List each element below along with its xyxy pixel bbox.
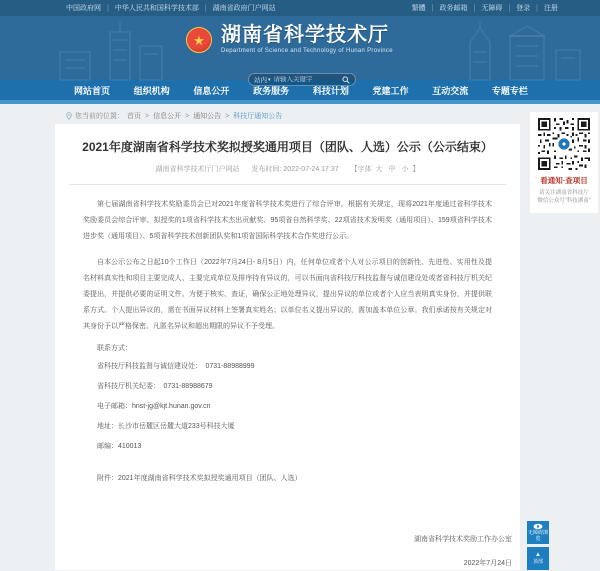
national-emblem-logo xyxy=(186,27,212,53)
font-size-large-button[interactable]: 大 xyxy=(375,166,383,173)
article-date: 2022年7月24日 xyxy=(463,560,512,567)
link-accessibility[interactable]: | 无障碍 xyxy=(468,3,503,13)
search-icon xyxy=(342,76,350,84)
building-decoration-left xyxy=(40,22,170,80)
link-hunan-gov-portal[interactable]: | 湖南省政府门户网站 xyxy=(199,3,276,13)
back-to-top-label: 顶部 xyxy=(532,559,543,565)
font-size-widget xyxy=(351,166,420,173)
main-content-area xyxy=(0,104,600,570)
up-arrow-icon: ▲ xyxy=(535,552,541,558)
qr-card-caption: 请关注湖南省科技厅 微信公众号“科技湖南” xyxy=(537,190,591,204)
nav-item-interaction[interactable]: 互动交流 xyxy=(432,85,469,96)
breadcrumb-separator: > xyxy=(145,112,150,120)
link-china-gov[interactable]: 中国政府网 xyxy=(66,5,101,12)
nav-item-gov-services[interactable]: 政务服务 xyxy=(253,85,290,96)
search-bar xyxy=(248,73,356,86)
breadcrumb-home[interactable]: 首页 xyxy=(127,113,141,120)
breadcrumb-separator: > xyxy=(225,112,230,120)
breadcrumb-notices[interactable]: 通知公告 xyxy=(193,113,222,120)
article-source: 湖南省科学技术厅门户网站 xyxy=(155,166,240,173)
nav-item-info-disclosure[interactable]: 信息公开 xyxy=(193,85,230,96)
font-widget-open: 【字体 xyxy=(350,166,372,173)
font-size-medium-button[interactable]: 中 xyxy=(388,166,396,173)
eye-icon xyxy=(533,523,543,530)
site-title: 湖南省科学技术厅 xyxy=(221,24,389,46)
contact-supervision-office: 省科技厅科技监督与诚信建设处： 0731-88988999 xyxy=(97,363,255,370)
font-widget-close: 】 xyxy=(412,166,420,173)
article-title: 2021年度湖南省科学技术奖拟授奖通用项目（团队、人选）公示（公示结束） xyxy=(82,140,493,154)
topbar-left-links xyxy=(66,3,276,13)
article-signature: 湖南省科学技术奖励工作办公室 xyxy=(414,536,512,543)
link-traditional-chinese[interactable]: 繁體 xyxy=(411,5,426,12)
search-input[interactable] xyxy=(274,76,342,83)
site-header xyxy=(0,16,600,84)
emblem-star-icon: ★ xyxy=(193,32,205,48)
building-decoration-right xyxy=(440,22,590,80)
accessibility-label: 无障碍浏览 xyxy=(528,530,549,542)
nav-item-special-topics[interactable]: 专题专栏 xyxy=(491,85,528,96)
nav-item-organization[interactable]: 组织机构 xyxy=(133,85,170,96)
search-scope-select[interactable]: 站内 xyxy=(254,77,267,84)
link-register[interactable]: | 注册 xyxy=(530,3,558,13)
breadcrumb xyxy=(0,104,600,121)
link-gov-mailbox[interactable]: | 政务邮箱 xyxy=(426,3,468,13)
article-card xyxy=(55,124,520,570)
nav-item-home[interactable]: 网站首页 xyxy=(74,85,111,96)
title-divider xyxy=(69,184,506,185)
breadcrumb-info-disclosure[interactable]: 信息公开 xyxy=(153,113,182,120)
link-login[interactable]: | 登录 xyxy=(502,3,530,13)
link-most[interactable]: | 中华人民共和国科学技术部 xyxy=(101,3,199,13)
breadcrumb-separator: > xyxy=(185,112,190,120)
search-button[interactable] xyxy=(342,76,350,84)
top-utility-bar xyxy=(0,0,600,16)
contact-heading: 联系方式： xyxy=(97,345,132,352)
back-to-top-button[interactable] xyxy=(527,547,549,570)
article-paragraph-2: 自本公示公布之日起10个工作日（2022年7月24日- 8月5日）内，任何单位或者个人对公示项目的创新性、先进性、实用性及提名材料真实性和项目主要完成人、主要完成单位及排序持有异议的，可以书面向省科技厅科技监督与诚信建设处或者省科技厅机关纪委提出，并提供必要的证明文件。为便于核实、查证，确保公正地处理异议，提出异议的单位或者个人应当表明真实身份，并提供联系方式。个人提出异议的，需在书面异议材料上签署真实姓名；以单位名义提出异议的，需加盖本单位公章。我们承诺按有关规定对其身份予以严格保密。凡匿名异议和超出期限的异议不予受理。 xyxy=(83,259,492,330)
site-subtitle: Department of Science and Technology of Hunan Province xyxy=(221,48,393,54)
nav-item-party-building[interactable]: 党建工作 xyxy=(372,85,409,96)
qr-card-title: 看通知·查项目 xyxy=(540,176,588,185)
contact-email: 电子邮箱：hnst-jg@kjt.hunan.gov.cn xyxy=(97,403,211,410)
attachment-line xyxy=(83,471,492,487)
contact-discipline-committee: 省科技厅机关纪委： 0731-88988679 xyxy=(97,383,213,390)
wechat-qr-card xyxy=(530,112,598,213)
contact-postcode: 邮编：410013 xyxy=(97,443,142,450)
floating-buttons xyxy=(527,521,549,570)
breadcrumb-current[interactable]: 科技厅通知公告 xyxy=(233,113,283,120)
brand xyxy=(186,24,393,54)
nav-item-sci-tech-programs[interactable]: 科技计划 xyxy=(312,85,349,96)
brand-text xyxy=(221,24,393,54)
article-paragraph-1: 第七届湖南省科学技术奖励委员会已对2021年度省科学技术奖进行了综合评审。根据有关规定，现将2021年度通过省科学技术奖励委员会综合评审、拟授奖的1项省科学技术杰出贡献奖、95项省自然科学奖、22项省技术发明奖（通用项目）、159项省科学技术进步奖（通用项目）、5项省科学技术创新团队奖和1项省国际科学技术合作奖进行公示。 xyxy=(83,201,492,240)
attachment-link[interactable]: 附件：2021年度湖南省科学技术奖拟授奖通用项目（团队、人选） xyxy=(97,475,302,482)
contact-address: 地址：长沙市岳麓区岳麓大道233号科技大厦 xyxy=(97,423,235,430)
font-size-small-button[interactable]: 小 xyxy=(401,166,409,173)
breadcrumb-prefix: 您当前的位置： xyxy=(75,113,124,120)
location-pin-icon xyxy=(66,112,72,120)
topbar-right-links xyxy=(412,3,558,13)
article-meta xyxy=(55,164,520,174)
chevron-down-icon: ▾ xyxy=(268,76,271,83)
accessibility-browse-button[interactable] xyxy=(527,521,549,544)
qr-code xyxy=(538,118,590,170)
publish-time: 发布时间: 2022-07-24 17:37 xyxy=(251,166,339,173)
